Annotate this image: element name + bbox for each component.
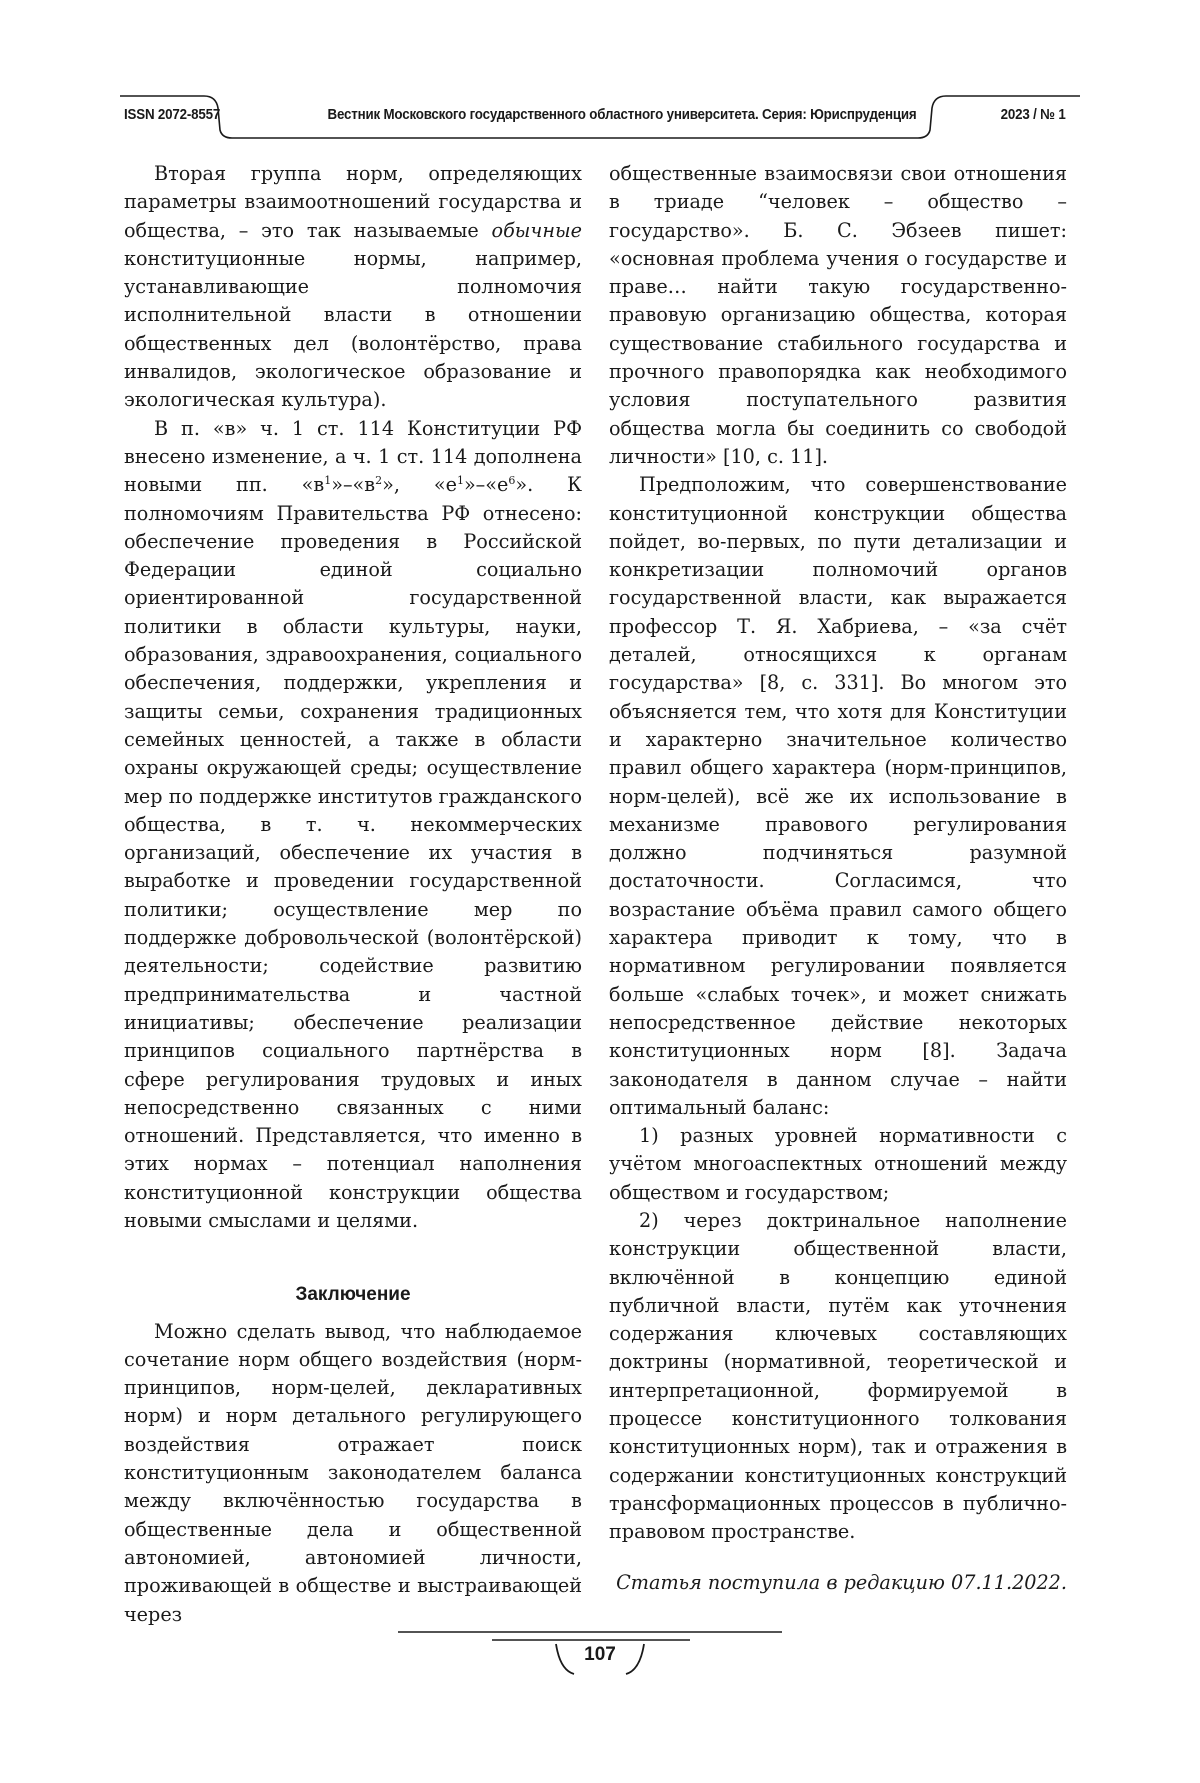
received-date-note: Статья поступила в редакцию 07.11.2022. [616,1570,1067,1594]
superscript: 1 [456,474,464,488]
journal-title: Вестник Московского государственного областного университета. Серия: Юриспруденция [327,107,917,123]
right-column [609,160,1067,1597]
page-number: 107 [584,1644,616,1665]
page-footer [0,1630,1200,1690]
superscript: 6 [508,474,516,488]
list-item: 2) через доктринальное наполнение конструкции общественной власти, включённой в концепцию единой публичной власти, путём как уточнения содержания ключевых составляющих доктрины (нормативной, теоретической и интерпретационной, формируемой в процессе конституционного толкования конституционных норм), так и отражения в содержании конституционных конструкций трансформационных процессов в публично-правовом пространстве. [609,1208,1067,1544]
issue-label: 2023 / № 1 [1001,107,1066,123]
superscript: 2 [375,474,383,488]
issn-label: ISSN 2072-8557 [124,107,221,123]
paragraph: Можно сделать вывод, что наблюдаемое сочетание норм общего воздействия (норм-принципов, норм-целей, декларативных норм) и норм детального регулирующего воздействия отражает поиск конституционным законодателем баланса между включённостью государства в общественные дела и общественной автономией, автономией личности, проживающей в обществе и выстраивающей через [124,1319,582,1626]
paragraph: Предположим, что совершенствование конституционной конструкции общества пойдет, во-первых, по пути детализации и конкретизации полномочий органов государственной власти, как выражается профессор Т. Я. Хабриева, – «за счёт деталей, относящихся к органам государства» [8, с. 331]. Во многом это объясняется тем, что хотя для Конституции и характерно значительное количество правил общего характера (норм-принципов, норм-целей), всё же их использование в механизме правового регулирования должно подчиняться разумной достаточности. Согласимся, что возрастание объёма правил самого общего характера приводит к тому, что в нормативном регулировании появляется больше «слабых точек», и может снижать непосредственное действие некоторых конституционных норм [8]. Задача законодателя в данном случае – найти оптимальный баланс: [609,473,1067,1119]
section-title: Заключение [295,1284,411,1306]
left-column [124,160,582,1629]
paragraph: В п. «в» ч. 1 ст. 114 Конституции РФ внесено изменение, а ч. 1 ст. 114 дополнена новыми пп. «$в^1»-«в^2$», «$е^1»-«е^6$». К полномочиям Правительства РФ отнесено: обеспечение проведения в Российской Федерации единой социально ориентированной государственной политики в области культуры, науки, образования, здравоохранения, социального обеспечения, поддержки, укрепления и защиты семьи, сохранения традиционных семейных ценностей, а также в области охраны окружающей среды; осуществление мер по поддержке институтов гражданского общества, в т. ч. некоммерческих организаций, обеспечение их участия в выработке и проведении государственной политики; осуществление мер по поддержке добровольческой (волонтёрской) деятельности; содействие развитию предпринимательства и частной инициативы; обеспечение реализации принципов социального партнёрства в сфере регулирования трудовых и иных непосредственно связанных с ними отношений. Представляется, что именно в этих нормах – потенциал наполнения конституционной конструкции общества новыми смыслами и целями. [124,416,582,1232]
running-header [120,92,1080,142]
superscript: 1 [324,474,332,488]
emphasis: обычные [491,218,582,242]
paragraph: Вторая группа норм, определяющих параметры взаимоотношений государства и общества, – это так называемые обычные конституционные нормы, например, устанавливающие полномочия исполнительной власти в отношении общественных дел (волонтёрство, права инвалидов, экологическое образование и экологическая культура). [124,162,582,412]
paragraph: общественные взаимосвязи свои отношения в триаде “человек – общество – государство». Б. С. Эбзеев пишет: «основная проблема учения о государстве и праве… найти такую государственно-правовую организацию общества, которая существование стабильного государства и прочного правопорядка как необходимого условия поступательного развития общества могла бы соединить со свободой личности» [10, с. 11]. [609,162,1067,468]
list-item: 1) разных уровней нормативности с учётом многоаспектных отношений между обществом и государством; [609,1124,1067,1204]
